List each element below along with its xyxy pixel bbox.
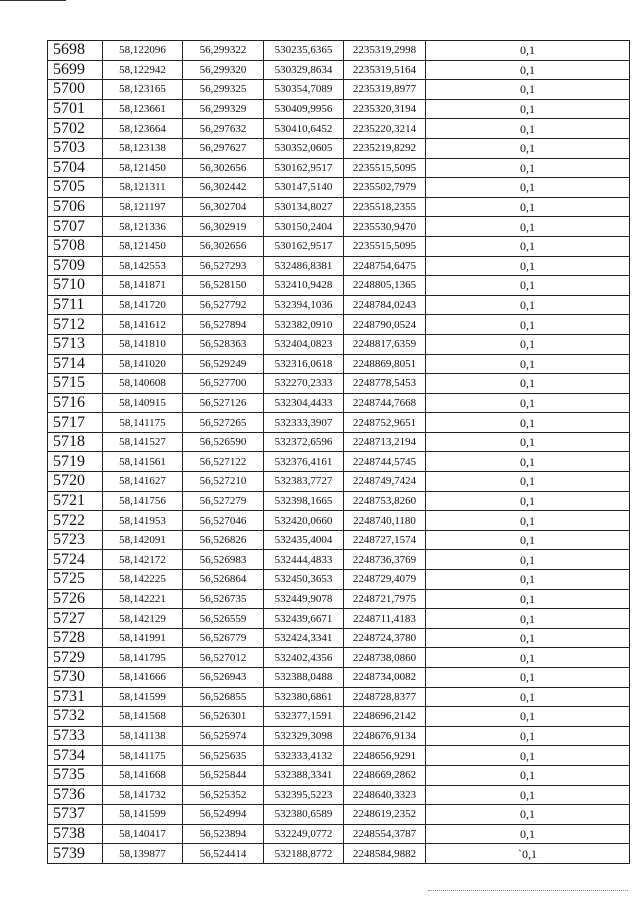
y-coordinate-cell: 2248619,2352 bbox=[344, 805, 426, 825]
y-coordinate-cell: 2248784,0243 bbox=[344, 295, 426, 315]
point-number-cell: 5726 bbox=[48, 589, 103, 609]
accuracy-cell: 0,1 bbox=[426, 178, 630, 198]
latitude-cell: 58,121311 bbox=[103, 178, 183, 198]
longitude-cell: 56,523894 bbox=[183, 824, 264, 844]
x-coordinate-cell: 530409,9956 bbox=[264, 99, 344, 119]
longitude-cell: 56,526559 bbox=[183, 609, 264, 629]
x-coordinate-cell: 532439,6671 bbox=[264, 609, 344, 629]
x-coordinate-cell: 532316,0618 bbox=[264, 354, 344, 374]
x-coordinate-cell: 532333,3907 bbox=[264, 413, 344, 433]
table-row bbox=[48, 746, 630, 766]
accuracy-cell: 0,1 bbox=[426, 197, 630, 217]
table-row bbox=[48, 530, 630, 550]
y-coordinate-cell: 2235320,3194 bbox=[344, 99, 426, 119]
y-coordinate-cell: 2248749,7424 bbox=[344, 472, 426, 492]
latitude-cell: 58,123664 bbox=[103, 119, 183, 139]
accuracy-cell: 0,1 bbox=[426, 374, 630, 394]
table-row bbox=[48, 511, 630, 531]
y-coordinate-cell: 2248724,3780 bbox=[344, 628, 426, 648]
table-row bbox=[48, 765, 630, 785]
table-row bbox=[48, 844, 630, 864]
point-number-cell: 5731 bbox=[48, 687, 103, 707]
table-row bbox=[48, 41, 630, 61]
longitude-cell: 56,297627 bbox=[183, 138, 264, 158]
accuracy-cell: 0,1 bbox=[426, 41, 630, 61]
longitude-cell: 56,302656 bbox=[183, 158, 264, 178]
y-coordinate-cell: 2248753,8260 bbox=[344, 491, 426, 511]
latitude-cell: 58,141138 bbox=[103, 726, 183, 746]
point-number-cell: 5702 bbox=[48, 119, 103, 139]
latitude-cell: 58,140915 bbox=[103, 393, 183, 413]
accuracy-cell: 0,1 bbox=[426, 668, 630, 688]
x-coordinate-cell: 530147,5140 bbox=[264, 178, 344, 198]
table-row bbox=[48, 805, 630, 825]
accuracy-cell: 0,1 bbox=[426, 432, 630, 452]
latitude-cell: 58,142172 bbox=[103, 550, 183, 570]
point-number-cell: 5714 bbox=[48, 354, 103, 374]
x-coordinate-cell: 532402,4356 bbox=[264, 648, 344, 668]
point-number-cell: 5730 bbox=[48, 668, 103, 688]
y-coordinate-cell: 2248752,9651 bbox=[344, 413, 426, 433]
accuracy-cell: 0,1 bbox=[426, 530, 630, 550]
x-coordinate-cell: 532388,3341 bbox=[264, 765, 344, 785]
table-row bbox=[48, 256, 630, 276]
x-coordinate-cell: 532380,6861 bbox=[264, 687, 344, 707]
longitude-cell: 56,527012 bbox=[183, 648, 264, 668]
x-coordinate-cell: 532188,8772 bbox=[264, 844, 344, 864]
point-number-cell: 5710 bbox=[48, 276, 103, 296]
table-row bbox=[48, 452, 630, 472]
point-number-cell: 5700 bbox=[48, 80, 103, 100]
accuracy-cell: 0,1 bbox=[426, 785, 630, 805]
point-number-cell: 5712 bbox=[48, 315, 103, 335]
longitude-cell: 56,526590 bbox=[183, 432, 264, 452]
point-number-cell: 5715 bbox=[48, 374, 103, 394]
table-row bbox=[48, 824, 630, 844]
latitude-cell: 58,142129 bbox=[103, 609, 183, 629]
longitude-cell: 56,525974 bbox=[183, 726, 264, 746]
x-coordinate-cell: 532329,3098 bbox=[264, 726, 344, 746]
point-number-cell: 5725 bbox=[48, 570, 103, 590]
latitude-cell: 58,141756 bbox=[103, 491, 183, 511]
accuracy-cell: 0,1 bbox=[426, 452, 630, 472]
latitude-cell: 58,141561 bbox=[103, 452, 183, 472]
accuracy-cell: 0,1 bbox=[426, 805, 630, 825]
x-coordinate-cell: 532377,1591 bbox=[264, 707, 344, 727]
x-coordinate-cell: 530162,9517 bbox=[264, 236, 344, 256]
latitude-cell: 58,122942 bbox=[103, 60, 183, 80]
latitude-cell: 58,141871 bbox=[103, 276, 183, 296]
latitude-cell: 58,141991 bbox=[103, 628, 183, 648]
x-coordinate-cell: 530162,9517 bbox=[264, 158, 344, 178]
table-row bbox=[48, 119, 630, 139]
latitude-cell: 58,141568 bbox=[103, 707, 183, 727]
longitude-cell: 56,525844 bbox=[183, 765, 264, 785]
accuracy-cell: 0,1 bbox=[426, 648, 630, 668]
longitude-cell: 56,527279 bbox=[183, 491, 264, 511]
point-number-cell: 5716 bbox=[48, 393, 103, 413]
latitude-cell: 58,142091 bbox=[103, 530, 183, 550]
y-coordinate-cell: 2235502,7979 bbox=[344, 178, 426, 198]
longitude-cell: 56,302442 bbox=[183, 178, 264, 198]
point-number-cell: 5732 bbox=[48, 707, 103, 727]
y-coordinate-cell: 2248721,7975 bbox=[344, 589, 426, 609]
x-coordinate-cell: 532394,1036 bbox=[264, 295, 344, 315]
point-number-cell: 5728 bbox=[48, 628, 103, 648]
longitude-cell: 56,527293 bbox=[183, 256, 264, 276]
point-number-cell: 5719 bbox=[48, 452, 103, 472]
y-coordinate-cell: 2248728,8377 bbox=[344, 687, 426, 707]
table-row bbox=[48, 354, 630, 374]
latitude-cell: 58,121450 bbox=[103, 236, 183, 256]
longitude-cell: 56,526301 bbox=[183, 707, 264, 727]
point-number-cell: 5713 bbox=[48, 334, 103, 354]
longitude-cell: 56,525352 bbox=[183, 785, 264, 805]
point-number-cell: 5706 bbox=[48, 197, 103, 217]
table-row bbox=[48, 687, 630, 707]
table-row bbox=[48, 589, 630, 609]
x-coordinate-cell: 532410,9428 bbox=[264, 276, 344, 296]
y-coordinate-cell: 2248754,6475 bbox=[344, 256, 426, 276]
table-row bbox=[48, 472, 630, 492]
top-rule bbox=[0, 0, 66, 1]
accuracy-cell: 0,1 bbox=[426, 217, 630, 237]
longitude-cell: 56,297632 bbox=[183, 119, 264, 139]
longitude-cell: 56,527894 bbox=[183, 315, 264, 335]
accuracy-cell: 0,1 bbox=[426, 570, 630, 590]
point-number-cell: 5723 bbox=[48, 530, 103, 550]
accuracy-cell: `0,1 bbox=[426, 844, 630, 864]
accuracy-cell: 0,1 bbox=[426, 80, 630, 100]
point-number-cell: 5705 bbox=[48, 178, 103, 198]
accuracy-cell: 0,1 bbox=[426, 726, 630, 746]
table-row bbox=[48, 334, 630, 354]
table-row bbox=[48, 570, 630, 590]
accuracy-cell: 0,1 bbox=[426, 589, 630, 609]
accuracy-cell: 0,1 bbox=[426, 550, 630, 570]
longitude-cell: 56,526983 bbox=[183, 550, 264, 570]
table-row bbox=[48, 393, 630, 413]
accuracy-cell: 0,1 bbox=[426, 315, 630, 335]
latitude-cell: 58,141732 bbox=[103, 785, 183, 805]
point-number-cell: 5724 bbox=[48, 550, 103, 570]
latitude-cell: 58,141527 bbox=[103, 432, 183, 452]
latitude-cell: 58,123138 bbox=[103, 138, 183, 158]
point-number-cell: 5707 bbox=[48, 217, 103, 237]
table-row bbox=[48, 491, 630, 511]
accuracy-cell: 0,1 bbox=[426, 354, 630, 374]
y-coordinate-cell: 2248669,2862 bbox=[344, 765, 426, 785]
table-row bbox=[48, 609, 630, 629]
latitude-cell: 58,142225 bbox=[103, 570, 183, 590]
longitude-cell: 56,528363 bbox=[183, 334, 264, 354]
x-coordinate-cell: 532449,9078 bbox=[264, 589, 344, 609]
table-row bbox=[48, 138, 630, 158]
table-row bbox=[48, 99, 630, 119]
y-coordinate-cell: 2248711,4183 bbox=[344, 609, 426, 629]
x-coordinate-cell: 532486,8381 bbox=[264, 256, 344, 276]
longitude-cell: 56,524994 bbox=[183, 805, 264, 825]
latitude-cell: 58,123165 bbox=[103, 80, 183, 100]
table-row bbox=[48, 178, 630, 198]
point-number-cell: 5704 bbox=[48, 158, 103, 178]
latitude-cell: 58,141720 bbox=[103, 295, 183, 315]
point-number-cell: 5708 bbox=[48, 236, 103, 256]
y-coordinate-cell: 2248727,1574 bbox=[344, 530, 426, 550]
latitude-cell: 58,141175 bbox=[103, 413, 183, 433]
latitude-cell: 58,140417 bbox=[103, 824, 183, 844]
x-coordinate-cell: 532398,1665 bbox=[264, 491, 344, 511]
longitude-cell: 56,526943 bbox=[183, 668, 264, 688]
y-coordinate-cell: 2248729,4079 bbox=[344, 570, 426, 590]
table-row bbox=[48, 374, 630, 394]
point-number-cell: 5733 bbox=[48, 726, 103, 746]
longitude-cell: 56,526864 bbox=[183, 570, 264, 590]
y-coordinate-cell: 2248676,9134 bbox=[344, 726, 426, 746]
longitude-cell: 56,302656 bbox=[183, 236, 264, 256]
accuracy-cell: 0,1 bbox=[426, 746, 630, 766]
accuracy-cell: 0,1 bbox=[426, 236, 630, 256]
longitude-cell: 56,526826 bbox=[183, 530, 264, 550]
longitude-cell: 56,527122 bbox=[183, 452, 264, 472]
longitude-cell: 56,299322 bbox=[183, 41, 264, 61]
point-number-cell: 5727 bbox=[48, 609, 103, 629]
y-coordinate-cell: 2248869,8051 bbox=[344, 354, 426, 374]
y-coordinate-cell: 2235319,2998 bbox=[344, 41, 426, 61]
y-coordinate-cell: 2248744,7668 bbox=[344, 393, 426, 413]
x-coordinate-cell: 532395,5223 bbox=[264, 785, 344, 805]
y-coordinate-cell: 2248554,3787 bbox=[344, 824, 426, 844]
accuracy-cell: 0,1 bbox=[426, 824, 630, 844]
y-coordinate-cell: 2235515,5095 bbox=[344, 236, 426, 256]
accuracy-cell: 0,1 bbox=[426, 99, 630, 119]
coordinates-table bbox=[47, 40, 630, 864]
longitude-cell: 56,527210 bbox=[183, 472, 264, 492]
table-row bbox=[48, 197, 630, 217]
longitude-cell: 56,527265 bbox=[183, 413, 264, 433]
point-number-cell: 5718 bbox=[48, 432, 103, 452]
y-coordinate-cell: 2248584,9882 bbox=[344, 844, 426, 864]
point-number-cell: 5701 bbox=[48, 99, 103, 119]
accuracy-cell: 0,1 bbox=[426, 609, 630, 629]
latitude-cell: 58,141599 bbox=[103, 687, 183, 707]
table-row bbox=[48, 668, 630, 688]
longitude-cell: 56,302704 bbox=[183, 197, 264, 217]
accuracy-cell: 0,1 bbox=[426, 60, 630, 80]
x-coordinate-cell: 532435,4004 bbox=[264, 530, 344, 550]
x-coordinate-cell: 530235,6365 bbox=[264, 41, 344, 61]
y-coordinate-cell: 2248738,0860 bbox=[344, 648, 426, 668]
longitude-cell: 56,302919 bbox=[183, 217, 264, 237]
x-coordinate-cell: 532450,3653 bbox=[264, 570, 344, 590]
accuracy-cell: 0,1 bbox=[426, 138, 630, 158]
table-row bbox=[48, 60, 630, 80]
x-coordinate-cell: 530134,8027 bbox=[264, 197, 344, 217]
longitude-cell: 56,527046 bbox=[183, 511, 264, 531]
y-coordinate-cell: 2248778,5453 bbox=[344, 374, 426, 394]
x-coordinate-cell: 532376,4161 bbox=[264, 452, 344, 472]
latitude-cell: 58,141612 bbox=[103, 315, 183, 335]
latitude-cell: 58,142221 bbox=[103, 589, 183, 609]
point-number-cell: 5703 bbox=[48, 138, 103, 158]
table-row bbox=[48, 707, 630, 727]
longitude-cell: 56,529249 bbox=[183, 354, 264, 374]
y-coordinate-cell: 2235518,2355 bbox=[344, 197, 426, 217]
point-number-cell: 5717 bbox=[48, 413, 103, 433]
longitude-cell: 56,526779 bbox=[183, 628, 264, 648]
y-coordinate-cell: 2235220,3214 bbox=[344, 119, 426, 139]
latitude-cell: 58,141020 bbox=[103, 354, 183, 374]
x-coordinate-cell: 532383,7727 bbox=[264, 472, 344, 492]
accuracy-cell: 0,1 bbox=[426, 765, 630, 785]
y-coordinate-cell: 2248713,2194 bbox=[344, 432, 426, 452]
point-number-cell: 5721 bbox=[48, 491, 103, 511]
point-number-cell: 5734 bbox=[48, 746, 103, 766]
longitude-cell: 56,526735 bbox=[183, 589, 264, 609]
accuracy-cell: 0,1 bbox=[426, 158, 630, 178]
longitude-cell: 56,527126 bbox=[183, 393, 264, 413]
longitude-cell: 56,526855 bbox=[183, 687, 264, 707]
y-coordinate-cell: 2248656,9291 bbox=[344, 746, 426, 766]
point-number-cell: 5737 bbox=[48, 805, 103, 825]
latitude-cell: 58,141666 bbox=[103, 668, 183, 688]
y-coordinate-cell: 2248734,0082 bbox=[344, 668, 426, 688]
accuracy-cell: 0,1 bbox=[426, 393, 630, 413]
table-row bbox=[48, 158, 630, 178]
point-number-cell: 5722 bbox=[48, 511, 103, 531]
latitude-cell: 58,121197 bbox=[103, 197, 183, 217]
coordinates-table-body bbox=[48, 41, 630, 864]
x-coordinate-cell: 530150,2404 bbox=[264, 217, 344, 237]
x-coordinate-cell: 532372,6596 bbox=[264, 432, 344, 452]
table-row bbox=[48, 648, 630, 668]
table-row bbox=[48, 726, 630, 746]
accuracy-cell: 0,1 bbox=[426, 256, 630, 276]
latitude-cell: 58,141627 bbox=[103, 472, 183, 492]
x-coordinate-cell: 532270,2333 bbox=[264, 374, 344, 394]
point-number-cell: 5711 bbox=[48, 295, 103, 315]
y-coordinate-cell: 2248696,2142 bbox=[344, 707, 426, 727]
accuracy-cell: 0,1 bbox=[426, 295, 630, 315]
point-number-cell: 5720 bbox=[48, 472, 103, 492]
accuracy-cell: 0,1 bbox=[426, 511, 630, 531]
accuracy-cell: 0,1 bbox=[426, 413, 630, 433]
accuracy-cell: 0,1 bbox=[426, 687, 630, 707]
x-coordinate-cell: 532420,0660 bbox=[264, 511, 344, 531]
point-number-cell: 5736 bbox=[48, 785, 103, 805]
y-coordinate-cell: 2248805,1365 bbox=[344, 276, 426, 296]
longitude-cell: 56,525635 bbox=[183, 746, 264, 766]
longitude-cell: 56,527700 bbox=[183, 374, 264, 394]
latitude-cell: 58,141668 bbox=[103, 765, 183, 785]
point-number-cell: 5739 bbox=[48, 844, 103, 864]
y-coordinate-cell: 2248736,3769 bbox=[344, 550, 426, 570]
bottom-dotted-line bbox=[428, 890, 628, 891]
latitude-cell: 58,121336 bbox=[103, 217, 183, 237]
x-coordinate-cell: 532333,4132 bbox=[264, 746, 344, 766]
longitude-cell: 56,299320 bbox=[183, 60, 264, 80]
y-coordinate-cell: 2235219,8292 bbox=[344, 138, 426, 158]
table-row bbox=[48, 80, 630, 100]
x-coordinate-cell: 532304,4433 bbox=[264, 393, 344, 413]
accuracy-cell: 0,1 bbox=[426, 628, 630, 648]
latitude-cell: 58,139877 bbox=[103, 844, 183, 864]
x-coordinate-cell: 530329,8634 bbox=[264, 60, 344, 80]
longitude-cell: 56,528150 bbox=[183, 276, 264, 296]
y-coordinate-cell: 2235515,5095 bbox=[344, 158, 426, 178]
y-coordinate-cell: 2248790,0524 bbox=[344, 315, 426, 335]
table-row bbox=[48, 413, 630, 433]
accuracy-cell: 0,1 bbox=[426, 472, 630, 492]
latitude-cell: 58,141599 bbox=[103, 805, 183, 825]
table-row bbox=[48, 295, 630, 315]
x-coordinate-cell: 532424,3341 bbox=[264, 628, 344, 648]
x-coordinate-cell: 530352,0605 bbox=[264, 138, 344, 158]
latitude-cell: 58,141175 bbox=[103, 746, 183, 766]
x-coordinate-cell: 532380,6589 bbox=[264, 805, 344, 825]
longitude-cell: 56,299329 bbox=[183, 99, 264, 119]
table-row bbox=[48, 315, 630, 335]
x-coordinate-cell: 532404,0823 bbox=[264, 334, 344, 354]
x-coordinate-cell: 532388,0488 bbox=[264, 668, 344, 688]
accuracy-cell: 0,1 bbox=[426, 119, 630, 139]
x-coordinate-cell: 530354,7089 bbox=[264, 80, 344, 100]
table-row bbox=[48, 550, 630, 570]
latitude-cell: 58,123661 bbox=[103, 99, 183, 119]
table-row bbox=[48, 236, 630, 256]
longitude-cell: 56,524414 bbox=[183, 844, 264, 864]
accuracy-cell: 0,1 bbox=[426, 491, 630, 511]
point-number-cell: 5735 bbox=[48, 765, 103, 785]
accuracy-cell: 0,1 bbox=[426, 707, 630, 727]
y-coordinate-cell: 2248744,5745 bbox=[344, 452, 426, 472]
y-coordinate-cell: 2248817,6359 bbox=[344, 334, 426, 354]
table-row bbox=[48, 432, 630, 452]
latitude-cell: 58,141953 bbox=[103, 511, 183, 531]
table-row bbox=[48, 628, 630, 648]
longitude-cell: 56,527792 bbox=[183, 295, 264, 315]
latitude-cell: 58,141810 bbox=[103, 334, 183, 354]
latitude-cell: 58,141795 bbox=[103, 648, 183, 668]
longitude-cell: 56,299325 bbox=[183, 80, 264, 100]
table-row bbox=[48, 217, 630, 237]
accuracy-cell: 0,1 bbox=[426, 276, 630, 296]
x-coordinate-cell: 532382,0910 bbox=[264, 315, 344, 335]
point-number-cell: 5698 bbox=[48, 41, 103, 61]
latitude-cell: 58,121450 bbox=[103, 158, 183, 178]
point-number-cell: 5699 bbox=[48, 60, 103, 80]
table-row bbox=[48, 276, 630, 296]
y-coordinate-cell: 2248640,3323 bbox=[344, 785, 426, 805]
table-row bbox=[48, 785, 630, 805]
point-number-cell: 5738 bbox=[48, 824, 103, 844]
latitude-cell: 58,122096 bbox=[103, 41, 183, 61]
x-coordinate-cell: 530410,6452 bbox=[264, 119, 344, 139]
y-coordinate-cell: 2248740,1180 bbox=[344, 511, 426, 531]
y-coordinate-cell: 2235319,5164 bbox=[344, 60, 426, 80]
latitude-cell: 58,140608 bbox=[103, 374, 183, 394]
accuracy-cell: 0,1 bbox=[426, 334, 630, 354]
point-number-cell: 5729 bbox=[48, 648, 103, 668]
y-coordinate-cell: 2235319,8977 bbox=[344, 80, 426, 100]
point-number-cell: 5709 bbox=[48, 256, 103, 276]
latitude-cell: 58,142553 bbox=[103, 256, 183, 276]
y-coordinate-cell: 2235530,9470 bbox=[344, 217, 426, 237]
x-coordinate-cell: 532444,4833 bbox=[264, 550, 344, 570]
x-coordinate-cell: 532249,0772 bbox=[264, 824, 344, 844]
